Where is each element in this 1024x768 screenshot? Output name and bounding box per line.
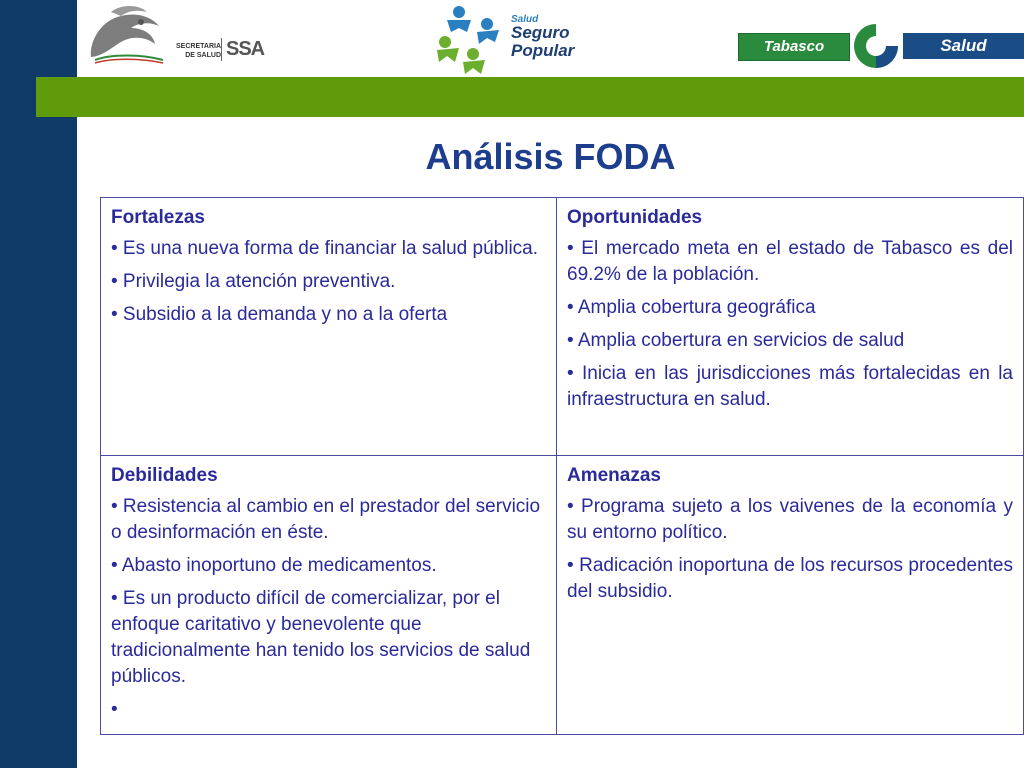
- fortalezas-item: • Privilegia la atención preventiva.: [111, 271, 396, 292]
- foda-row-bottom: [101, 456, 1024, 735]
- debilidades-item: • Abasto inoportuno de medicamentos.: [111, 555, 437, 576]
- seguro-popular-logo: [433, 2, 603, 76]
- fortalezas-heading: Fortalezas: [111, 207, 205, 228]
- oportunidades-item: • El mercado meta en el estado de Tabasco es del 69.2% de la población.: [567, 238, 1013, 285]
- tabasco-salud-swirl-icon: [846, 20, 906, 72]
- amenazas-heading: Amenazas: [567, 465, 661, 486]
- secretaria-de-salud-logo: [81, 2, 265, 68]
- amenazas-item: • Programa sujeto a los vaivenes de la economía y su entorno político.: [567, 496, 1013, 543]
- foda-table: [100, 197, 1024, 735]
- green-header-band: [36, 77, 1024, 117]
- seguro-popular-line1: Seguro: [511, 23, 570, 42]
- debilidades-heading: Debilidades: [111, 465, 218, 486]
- fortalezas-item: • Subsidio a la demanda y no a la oferta: [111, 304, 448, 325]
- fortalezas-cell: [101, 198, 557, 456]
- debilidades-item: • Resistencia al cambio en el prestador del servicio o desinformación en éste.: [111, 496, 541, 543]
- oportunidades-heading: Oportunidades: [567, 207, 703, 228]
- debilidades-item: • Es un producto difícil de comercializar, por el enfoque caritativo y benevolente que tradicionalmente han tenido los servicios de salud públicos.: [111, 588, 531, 687]
- salud-label: Salud: [903, 33, 1024, 59]
- amenazas-item: • Radicación inoportuna de los recursos procedentes del subsidio.: [567, 555, 1013, 602]
- fortalezas-item: • Es una nueva forma de financiar la salud pública.: [111, 238, 539, 259]
- oportunidades-cell: [557, 198, 1024, 456]
- seguro-popular-line2: Popular: [511, 41, 575, 60]
- secretaria-de-salud-text: SECRETARIA DE SALUD: [176, 43, 221, 59]
- oportunidades-item: • Inicia en las jurisdicciones más fortalecidas en la infraestructura en salud.: [567, 363, 1013, 410]
- tabasco-salud-logo: [738, 24, 1024, 68]
- amenazas-cell: [557, 456, 1024, 735]
- slide-title: Análisis FODA: [425, 136, 676, 177]
- tabasco-label: Tabasco: [738, 33, 850, 61]
- header-logos: [77, 0, 1024, 77]
- foda-row-top: [101, 198, 1024, 456]
- ssa-abbreviation: SSA: [221, 38, 264, 61]
- oportunidades-item: • Amplia cobertura geográfica: [567, 297, 816, 318]
- seguro-popular-figures-icon: [433, 2, 509, 76]
- oportunidades-item: • Amplia cobertura en servicios de salud: [567, 330, 905, 351]
- seguro-popular-salud-text: Salud: [511, 14, 539, 25]
- debilidades-cell: [101, 456, 557, 735]
- debilidades-item: •: [111, 699, 118, 720]
